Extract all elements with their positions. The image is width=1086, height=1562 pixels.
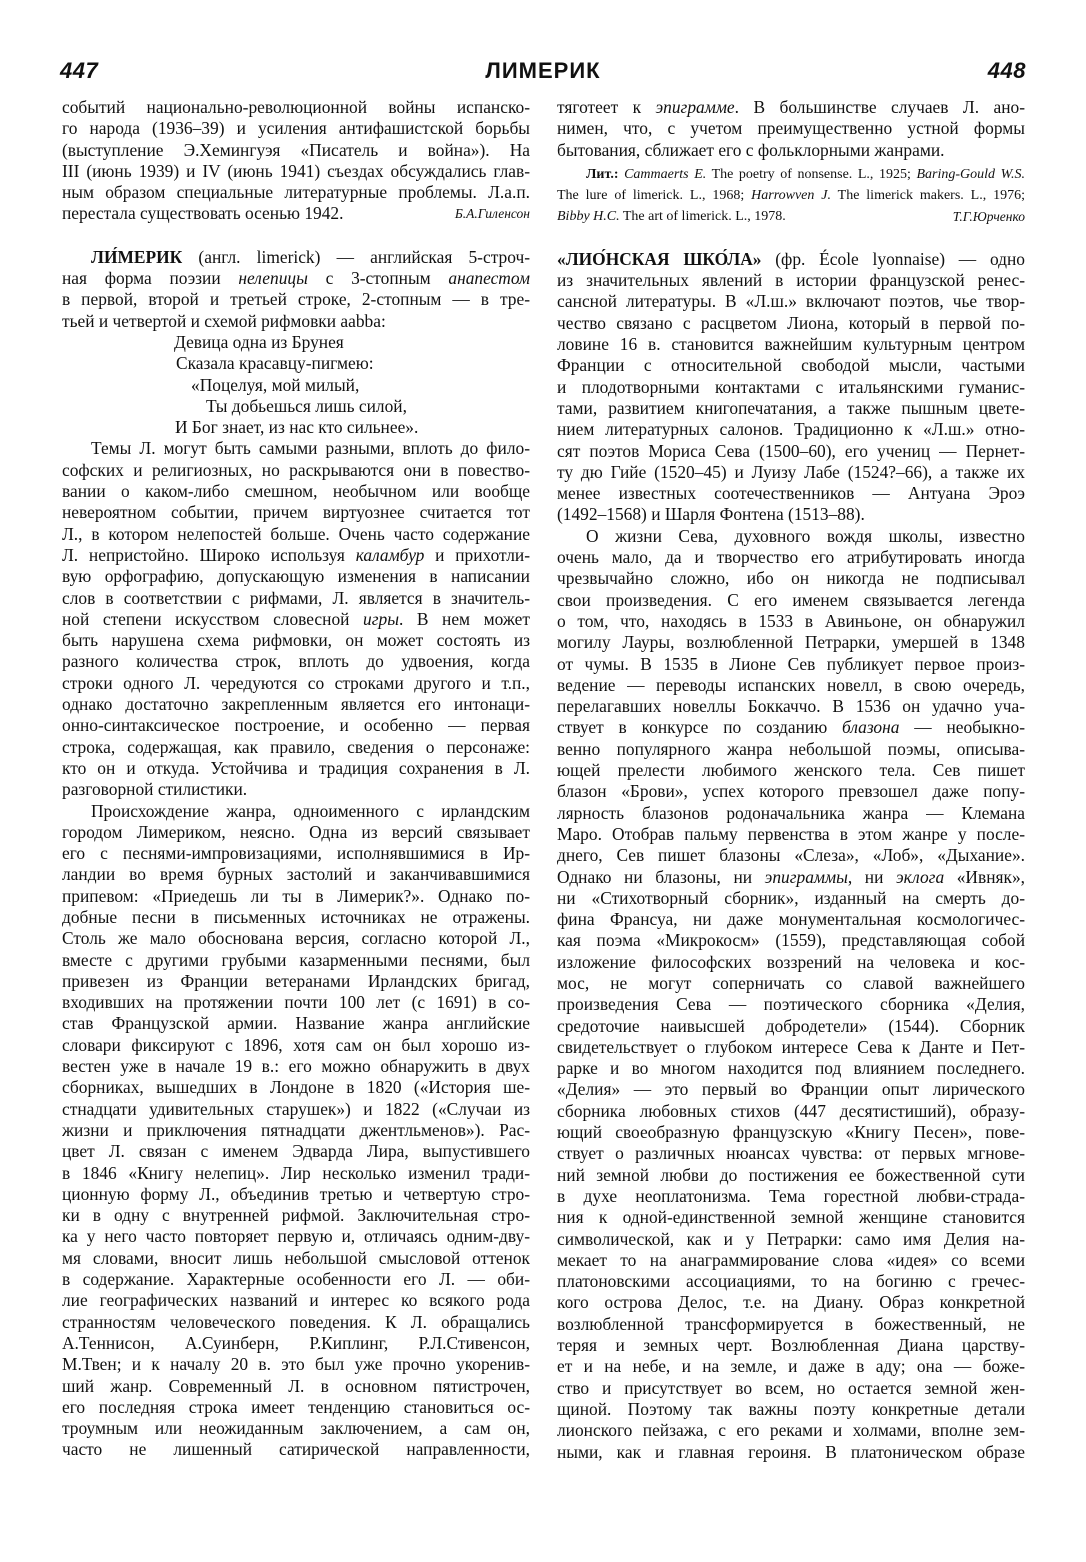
bibliography-label: Лит.: bbox=[586, 166, 625, 182]
text-line: ющий своеобразную французскую «Книгу Песен», пове- bbox=[557, 1122, 1025, 1143]
cross-reference: игры bbox=[363, 608, 399, 629]
paragraph-origin bbox=[62, 801, 530, 1461]
text-line: венно популярного жанра небольшой поэмы, описыва- bbox=[557, 738, 1025, 759]
cross-reference: анапестом bbox=[448, 268, 530, 289]
text-line: чество связано с расцветом Лиона, который в первой по- bbox=[557, 312, 1025, 333]
text-line: ка у него часто повторяет первую и, отличаясь одним-дву- bbox=[62, 1226, 530, 1247]
poem-line: Девица одна из Брунея bbox=[174, 331, 344, 352]
text-line: Маро. Отобрав пальму первенства в этом жанре у после- bbox=[557, 823, 1025, 844]
cross-reference: блазона bbox=[842, 717, 900, 738]
entry-headword: «ЛИО́НСКАЯ ШКО́ЛА» bbox=[557, 248, 762, 269]
cross-reference: эклога bbox=[896, 866, 945, 887]
paragraph-last-line: разговорной стилистики. bbox=[62, 779, 248, 800]
text-line: ловине 16 в. становится важнейшим культурным центром bbox=[557, 334, 1025, 355]
text-line: О жизни Сева, духовного вождя школы, известно bbox=[586, 525, 1025, 546]
text-line: мя словами, вносит лишь небольшой смысловой оттенок bbox=[62, 1247, 530, 1268]
text-line: очень мало, да и творчество его атрибутировать иногда bbox=[557, 547, 1025, 568]
paragraph-line: вании о каком-либо смешном, необычном или вообще bbox=[62, 481, 530, 502]
text-line: теряя и земных черт. Возлюбленная Диана царству- bbox=[557, 1335, 1025, 1356]
entry-line: ная форма поэзии нелепицы с 3-стопным анапестом bbox=[62, 268, 530, 289]
text-line: чрезвычайно сложно, ибо он никогда не подписывал bbox=[557, 568, 1025, 589]
text-line: Франции с относительной свободой мысли, частыми bbox=[557, 355, 1025, 376]
cross-reference: эпиграммы bbox=[764, 866, 848, 887]
text-line: символической, как и у Петрарки: само имя Делия на- bbox=[557, 1228, 1025, 1249]
entry-limerick-continuation bbox=[557, 97, 1025, 227]
paragraph-line: софских и религиозных, но раскрываются они в повество- bbox=[62, 459, 530, 480]
previous-entry-last-line bbox=[62, 203, 530, 224]
text-line: нием литературных салонов. Традиционно к «Л.ш.» отно- bbox=[557, 419, 1025, 440]
page-header bbox=[60, 58, 1026, 92]
text-line: в духе неоплатонизма. Тема горестной любви-страда- bbox=[557, 1185, 1025, 1206]
text-line: М.Твен; и к началу 20 в. это был уже прочно укоренив- bbox=[62, 1354, 530, 1375]
entry-line: тьей и четвертой и схемой рифмовки aabba: bbox=[62, 310, 386, 331]
previous-entry-last-text: перестала существовать осенью 1942. bbox=[62, 203, 344, 224]
paragraph-line: тяготеет к эпиграмме. В большинстве случаев Л. ано- bbox=[557, 97, 1025, 117]
entry-limerick bbox=[62, 247, 530, 1461]
text-line: лионского пейзажа, с его реками и холмами, вполне зем- bbox=[557, 1420, 1025, 1441]
paragraph-line: Л., в котором нелепостей больше. Очень часто содержание bbox=[62, 523, 530, 544]
text-line: могилу Лауры, возлюбленной Петрарки, умершей в 1348 bbox=[557, 632, 1025, 653]
text-line: рарке и во многом находится под влиянием последнего. bbox=[557, 1058, 1025, 1079]
cross-reference: нелепицы bbox=[238, 268, 308, 289]
paragraph-line: Л. непристойно. Широко используя каламбур и прихотли- bbox=[62, 544, 530, 565]
text-line: ным образом специальные литературные проблемы. Л.а.п. bbox=[62, 182, 530, 203]
text-line: лярность блазонов родоначальника жанра — Клемана bbox=[557, 802, 1025, 823]
text-line: его последняя строка имеет тенденцию становиться ос- bbox=[62, 1396, 530, 1417]
page-number-left: 447 bbox=[60, 58, 99, 83]
text-line: мекает то на анаграммирование слова «идея» со всеми bbox=[557, 1249, 1025, 1270]
right-column bbox=[557, 97, 1025, 1463]
text-line: онно-синтаксическое построение, и особенно — первая bbox=[62, 715, 530, 736]
text-line: кая поэма «Микрокосм» (1559), представляющая собой bbox=[557, 930, 1025, 951]
text-line: ными, как и главная героиня. В платоническом образе bbox=[557, 1441, 1025, 1462]
text-line: кто он и откуда. Устойчива и традиция сохранения в Л. bbox=[62, 757, 530, 778]
text-line: ния к одной-единственной земной женщине становится bbox=[557, 1207, 1025, 1228]
bibliography-line: The lure of limerick. L., 1968; Harrowven J. The limerick makers. L., 1976; bbox=[557, 187, 1025, 203]
text-line: словари фиксируют с 1896, хотя сам он был хорошо из- bbox=[62, 1034, 530, 1055]
text-line: фина Франсуа, ни даже монументальная космологичес- bbox=[557, 909, 1025, 930]
text-line: его с песнями-импровизациями, исполнявшимися в Ир- bbox=[62, 843, 530, 864]
paragraph-lines bbox=[62, 630, 530, 779]
text-line: щиной. Поэтому так важны поэту конкретные детали bbox=[557, 1398, 1025, 1419]
text-line: строки одного Л. чередуются со строками другого и т.п., bbox=[62, 672, 530, 693]
poem-line: Ты добьешься лишь силой, bbox=[206, 395, 407, 416]
text-line: ведение — переводы испанских новелл, в свою очередь, bbox=[557, 674, 1025, 695]
entry-first-line: «ЛИО́НСКАЯ ШКО́ЛА» (фр. École lyonnaise) — одно bbox=[557, 248, 1025, 269]
text-line: и плодотворными контактами с итальянскими гуманис- bbox=[557, 376, 1025, 397]
text-line: однако достаточно закрепленным является его интонаци- bbox=[62, 694, 530, 715]
text-line: привезен из Франции ветеранами Ирландских бригад, bbox=[62, 970, 530, 991]
text-line: средоточие наивысшей добродетели» (1544). Сборник bbox=[557, 1015, 1025, 1036]
text-line: ни «Стихотворный сборник», изданный на смерть до- bbox=[557, 887, 1025, 908]
paragraph-line: ной степени искусством словесной игры. В нем может bbox=[62, 608, 530, 629]
text-line: лие географических названий и интерес ко всякого рода bbox=[62, 1290, 530, 1311]
text-line: входивших на протяжении почти 100 лет (с 1691) в со- bbox=[62, 992, 530, 1013]
paragraph-line: слов в соответствии с рифмами, Л. является в значитель- bbox=[62, 587, 530, 608]
text-line: сансной литературы. В «Л.ш.» включают поэтов, чье твор- bbox=[557, 291, 1025, 312]
paragraph-line: ствует в конкурсе по созданию блазона — необыкно- bbox=[557, 717, 1025, 738]
text-line: свидетельствует о глубоком интересе Сева к Данте и Пет- bbox=[557, 1036, 1025, 1057]
paragraph-last-line: (1492–1568) и Шарля Фонтена (1513–88). bbox=[557, 504, 865, 525]
running-title: ЛИМЕРИК bbox=[485, 58, 601, 83]
text-line: Столь же мало обоснована версия, согласно которой Л., bbox=[62, 928, 530, 949]
text-line: от чумы. В 1535 в Лионе Сев публикует первое произ- bbox=[557, 653, 1025, 674]
previous-entry-lines bbox=[62, 97, 530, 203]
entry-line: в первой, второй и третьей строке, 2-стопным — в тре- bbox=[62, 289, 530, 310]
poem-line: Сказала красавцу-пигмею: bbox=[176, 353, 374, 374]
text-line: ландии во время бурных застолий и заканчивавшимися bbox=[62, 864, 530, 885]
text-line: менее известных соотечественников — Антуана Эроэ bbox=[557, 483, 1025, 504]
text-line: ет и на небе, и на земле, и даже в аду; она — боже- bbox=[557, 1356, 1025, 1377]
text-line: в содержание. Характерные особенности его Л. — оби- bbox=[62, 1269, 530, 1290]
cross-reference: эпиграмме bbox=[655, 97, 735, 117]
author-signature: Б.А.Гиленсон bbox=[454, 206, 530, 222]
entry-first-line: ЛИ́МЕРИК (англ. limerick) — английская 5-строч- bbox=[91, 246, 530, 267]
text-line: «Делия» — это первый во Франции опыт лирического bbox=[557, 1079, 1025, 1100]
entry-lyon-school bbox=[557, 249, 1025, 1463]
text-line: свои произведения. С его именем связывается легенда bbox=[557, 589, 1025, 610]
bibliography bbox=[557, 164, 1025, 227]
text-line: жизни и приключения пятнадцати джентльменов»). Рас- bbox=[62, 1119, 530, 1140]
cross-reference: каламбур bbox=[355, 544, 425, 565]
entry-lines bbox=[557, 270, 1025, 504]
text-line: сборника любовных стихов (447 десятистиший), образу- bbox=[557, 1100, 1025, 1121]
text-line: разного количества строк, вплоть до удвоения, когда bbox=[62, 651, 530, 672]
bibliography-line: Лит.: Cammaerts E. The poetry of nonsense. L., 1925; Baring-Gould W.S. bbox=[586, 166, 1025, 182]
text-line: возлюбленной трансформируется в божественный, не bbox=[557, 1313, 1025, 1334]
text-line: кого острова Делос, т.е. на Диану. Образ конкретной bbox=[557, 1292, 1025, 1313]
text-line: ционную форму Л., объединив третью и четвертую стро- bbox=[62, 1183, 530, 1204]
text-line: ту дю Гийе (1520–45) и Луизу Лабе (1524?–66), а также их bbox=[557, 461, 1025, 482]
previous-entry-ending bbox=[62, 97, 530, 225]
text-line: вместе с другими грубыми казарменными песнями, был bbox=[62, 949, 530, 970]
text-line: ний земной любви до постижения ее божественной сути bbox=[557, 1164, 1025, 1185]
paragraph-lines bbox=[557, 739, 1025, 867]
paragraph-last-line: бытования, сближает его с фольклорными жанрами. bbox=[557, 139, 945, 160]
paragraph-line: вую орфографию, допускающую изменения в написании bbox=[62, 566, 530, 587]
text-line: днего, Сев пишет блазоны «Слеза», «Лоб», «Дыхание». bbox=[557, 845, 1025, 866]
text-line: событий национально-революционной войны испанско- bbox=[62, 97, 530, 117]
paragraph-line: Однако ни блазоны, ни эпиграммы, ни эклога «Ивняк», bbox=[557, 866, 1025, 887]
text-line: А.Теннисон, А.Суинберн, Р.Киплинг, Р.Л.Стивенсон, bbox=[62, 1332, 530, 1353]
poem-line: И Бог знает, из нас кто сильнее». bbox=[175, 417, 419, 438]
text-line: городом Лимериком, неясно. Одна из версий связывает bbox=[62, 821, 530, 842]
text-line: в 1846 «Книгу нелепиц». Лир несколько изменил тради- bbox=[62, 1162, 530, 1183]
text-line: из значительных явлений в истории французской ренес- bbox=[557, 270, 1025, 291]
text-line: тами, развитием книгопечатания, а также пышным цвете- bbox=[557, 397, 1025, 418]
text-line: стнадцати удивительных старушек») и 1822 («Случаи из bbox=[62, 1098, 530, 1119]
bibliography-last-line: Bibby H.C. The art of limerick. L., 1978. Т.Г.Юрченко bbox=[557, 206, 1025, 227]
poem-line: «Поцелуя, мой милый, bbox=[191, 374, 360, 395]
text-line: став Французской армии. Название жанра английские bbox=[62, 1013, 530, 1034]
text-line: ший жанр. Современный Л. в основном пятистрочен, bbox=[62, 1375, 530, 1396]
paragraph-line: Темы Л. могут быть самыми разными, вплоть до фило- bbox=[91, 438, 530, 459]
text-line: ство и присутствует во всем, но остается земной жен- bbox=[557, 1377, 1025, 1398]
paragraph-lines bbox=[557, 888, 1025, 1463]
poem-example bbox=[62, 332, 530, 438]
text-line: припевом: «Приедешь ли ты в Лимерик?». Однако по- bbox=[62, 885, 530, 906]
paragraph-line: невероятном событии, причем виртуознее считается тот bbox=[62, 502, 530, 523]
text-line: III (июнь 1939) и IV (июнь 1941) съездах обсуждались глав- bbox=[62, 160, 530, 181]
text-line: произведения Сева — поэтического сборника «Делия, bbox=[557, 994, 1025, 1015]
text-line: часто не лишенный сатирической направленности, bbox=[62, 1439, 530, 1460]
text-line: изложение философских воззрений на человека и кос- bbox=[557, 951, 1025, 972]
text-line: ющей прелести любимого женского тела. Сев пишет bbox=[557, 760, 1025, 781]
text-line: сят поэтов Мориса Сева (1500–60), его учениц — Пернет- bbox=[557, 440, 1025, 461]
text-line: (выступление Э.Хемингуэя «Писатель и война»). На bbox=[62, 139, 530, 160]
text-line: сборниках, вышедших в Лондоне в 1820 («История ше- bbox=[62, 1077, 530, 1098]
page-number-right: 448 bbox=[987, 58, 1026, 83]
text-line: ки в одну с внутренней рифмой. Заключительная стро- bbox=[62, 1205, 530, 1226]
text-line: Происхождение жанра, одноименного с ирландским bbox=[91, 800, 530, 821]
text-line: мос, не могут соперничать со славой важнейшего bbox=[557, 972, 1025, 993]
left-column bbox=[62, 97, 530, 1461]
paragraph-seve bbox=[557, 526, 1025, 718]
text-line: быть нарушена схема рифмовки, он может состоять из bbox=[62, 630, 530, 651]
text-line: платоновскими ассоциациями, то на богиню с гречес- bbox=[557, 1271, 1025, 1292]
paragraph-line: нимен, что, с учетом преимущественно устной формы bbox=[557, 118, 1025, 139]
text-line: вестен уже в начале 19 в.: его можно обнаружить в двух bbox=[62, 1056, 530, 1077]
text-line: троумным или неожиданным заключением, а сам он, bbox=[62, 1418, 530, 1439]
text-line: го народа (1936–39) и усиления антифашистской борьбы bbox=[62, 118, 530, 139]
text-line: строка, содержащая, как правило, сведения о персонаже: bbox=[62, 736, 530, 757]
text-line: странностям человеческого поведения. К Л. обращались bbox=[62, 1311, 530, 1332]
text-line: перелагавших новеллы Боккаччо. В 1536 он удачно уча- bbox=[557, 696, 1025, 717]
text-line: блазон «Брови», успех которого превзошел даже попу- bbox=[557, 781, 1025, 802]
text-line: ствует о различных нюансах чувства: от первых мгнове- bbox=[557, 1143, 1025, 1164]
text-line: добные песни в письменных источниках не отражены. bbox=[62, 906, 530, 927]
text-line: цвет Л. связан с именем Эдварда Лира, выпустившего bbox=[62, 1141, 530, 1162]
author-signature: Т.Г.Юрченко bbox=[952, 208, 1025, 224]
entry-headword: ЛИ́МЕРИК bbox=[91, 246, 183, 267]
text-line: о том, что, находясь в 1533 в Авиньоне, он обнаружил bbox=[557, 610, 1025, 631]
